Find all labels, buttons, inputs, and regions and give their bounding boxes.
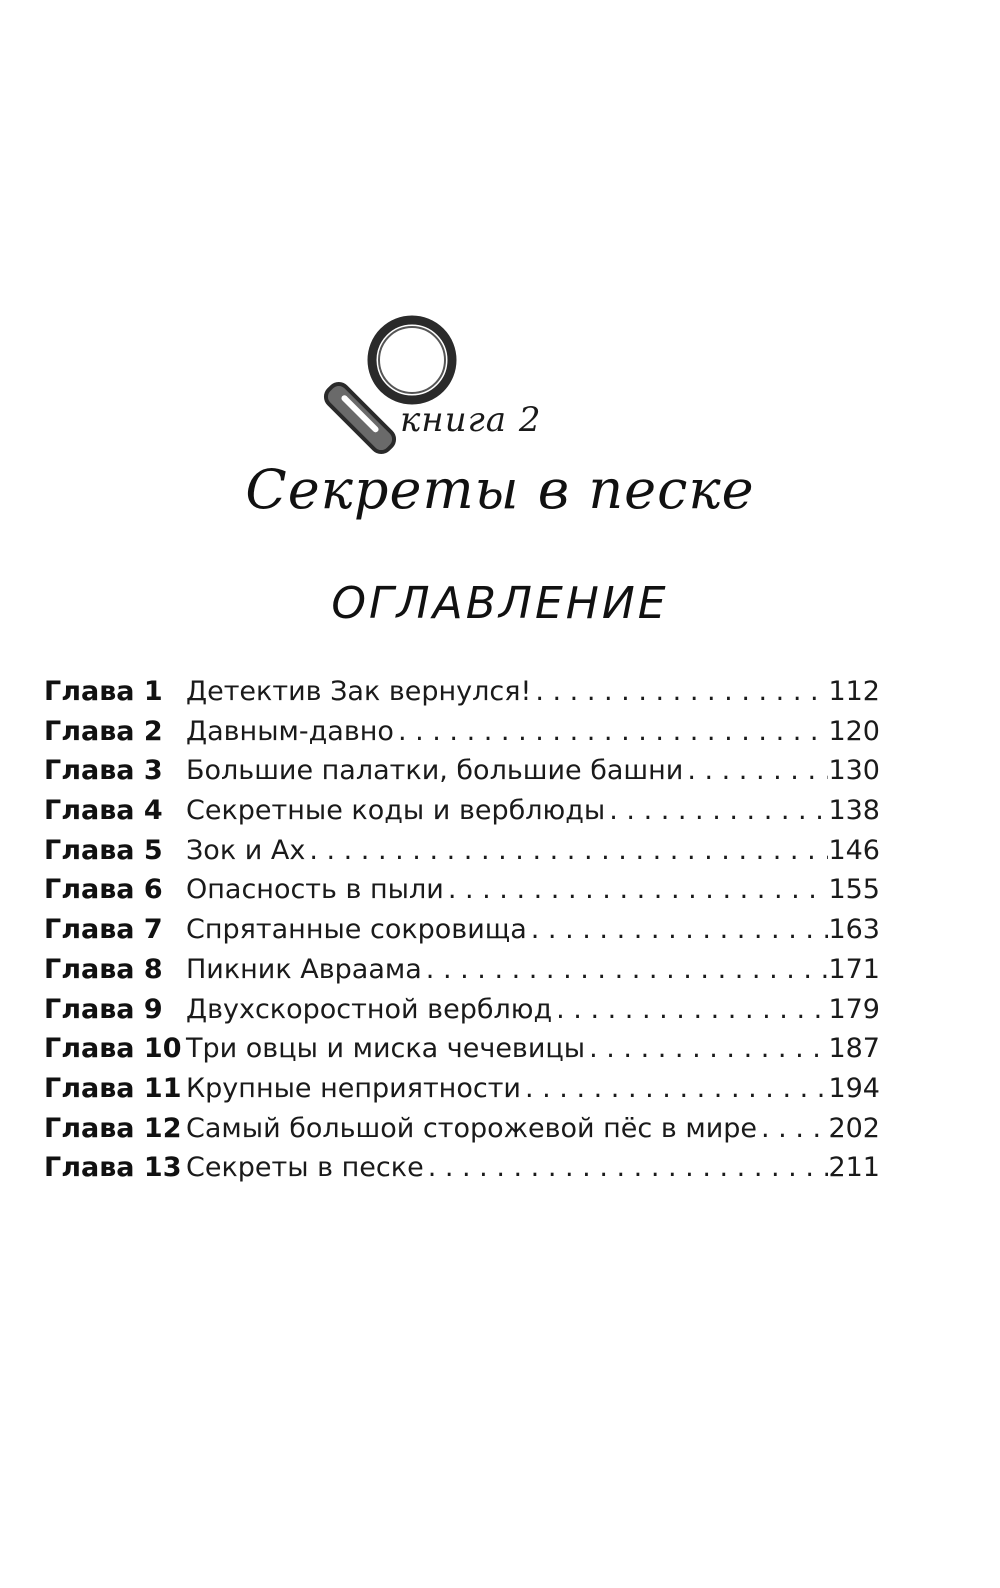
chapter-title: Зок и Ах — [186, 834, 306, 866]
page-number: 179 — [828, 993, 880, 1025]
toc-heading: ОГЛАВЛЕНИЕ — [331, 578, 669, 629]
chapter-title: Крупные неприятности — [186, 1072, 521, 1104]
chapter-label: Глава 1 — [44, 676, 163, 707]
chapter-label: Глава 3 — [44, 755, 163, 787]
dot-leader — [757, 1109, 828, 1149]
book-header — [0, 300, 1000, 660]
dot-leader — [444, 870, 829, 910]
page-number: 146 — [828, 834, 880, 866]
dot-leader — [585, 1029, 828, 1069]
toc-row[interactable] — [44, 950, 880, 990]
dot-leader — [683, 751, 828, 791]
chapter-label: Глава 10 — [44, 1033, 182, 1065]
chapter-title: Самый большой сторожевой пёс в мире — [186, 1112, 758, 1144]
toc-row[interactable] — [44, 831, 880, 871]
dot-leader — [394, 712, 829, 752]
toc-row[interactable] — [44, 990, 880, 1030]
page-number: 112 — [828, 676, 880, 707]
toc-row[interactable] — [44, 791, 880, 831]
dot-leader — [424, 1148, 829, 1188]
chapter-label: Глава 2 — [44, 715, 163, 747]
toc-row[interactable] — [44, 870, 880, 910]
page-number: 194 — [828, 1072, 880, 1104]
chapter-title: Большие палатки, большие башни — [186, 755, 684, 787]
chapter-label: Глава 5 — [44, 834, 163, 866]
chapter-label: Глава 4 — [44, 795, 163, 827]
toc-row[interactable] — [44, 1109, 880, 1149]
page-number: 211 — [828, 1152, 880, 1184]
chapter-label: Глава 13 — [44, 1152, 182, 1184]
toc-row[interactable] — [44, 1029, 880, 1069]
dot-leader — [605, 791, 828, 831]
chapter-title: Детектив Зак вернулся! — [186, 676, 532, 707]
chapter-title: Секреты в песке — [186, 1152, 424, 1184]
chapter-label: Глава 12 — [44, 1112, 182, 1144]
book-title: Секреты в песке — [245, 458, 755, 521]
book-number: книга 2 — [400, 400, 542, 440]
chapter-label: Глава 8 — [44, 953, 163, 985]
dot-leader — [521, 1069, 828, 1109]
toc-row[interactable] — [44, 751, 880, 791]
chapter-title: Давным-давно — [186, 715, 394, 747]
page-number: 120 — [828, 715, 880, 747]
chapter-title: Три овцы и миска чечевицы — [186, 1033, 586, 1065]
page-number: 130 — [828, 755, 880, 787]
toc-row[interactable] — [44, 1069, 880, 1109]
page-number: 187 — [828, 1033, 880, 1065]
chapter-label: Глава 6 — [44, 874, 163, 906]
toc-row[interactable] — [44, 1148, 880, 1188]
dot-leader — [531, 672, 828, 712]
chapter-title: Опасность в пыли — [186, 874, 444, 906]
toc-row[interactable] — [44, 910, 880, 950]
page-number: 202 — [828, 1112, 880, 1144]
page-number: 138 — [828, 795, 880, 827]
page-number: 155 — [828, 874, 880, 906]
page-number: 171 — [828, 953, 880, 985]
dot-leader — [527, 910, 829, 950]
chapter-title: Спрятанные сокровища — [186, 914, 527, 946]
chapter-title: Пикник Авраама — [186, 953, 422, 985]
chapter-title: Секретные коды и верблюды — [186, 795, 606, 827]
table-of-contents — [44, 672, 880, 1188]
dot-leader — [552, 990, 828, 1030]
dot-leader — [422, 950, 829, 990]
chapter-title: Двухскоростной верблюд — [186, 993, 553, 1025]
chapter-label: Глава 7 — [44, 914, 163, 946]
chapter-label: Глава 11 — [44, 1072, 182, 1104]
dot-leader — [305, 831, 828, 871]
page-number: 163 — [828, 914, 880, 946]
chapter-label: Глава 9 — [44, 993, 163, 1025]
toc-row[interactable] — [44, 672, 880, 712]
toc-row[interactable] — [44, 712, 880, 752]
